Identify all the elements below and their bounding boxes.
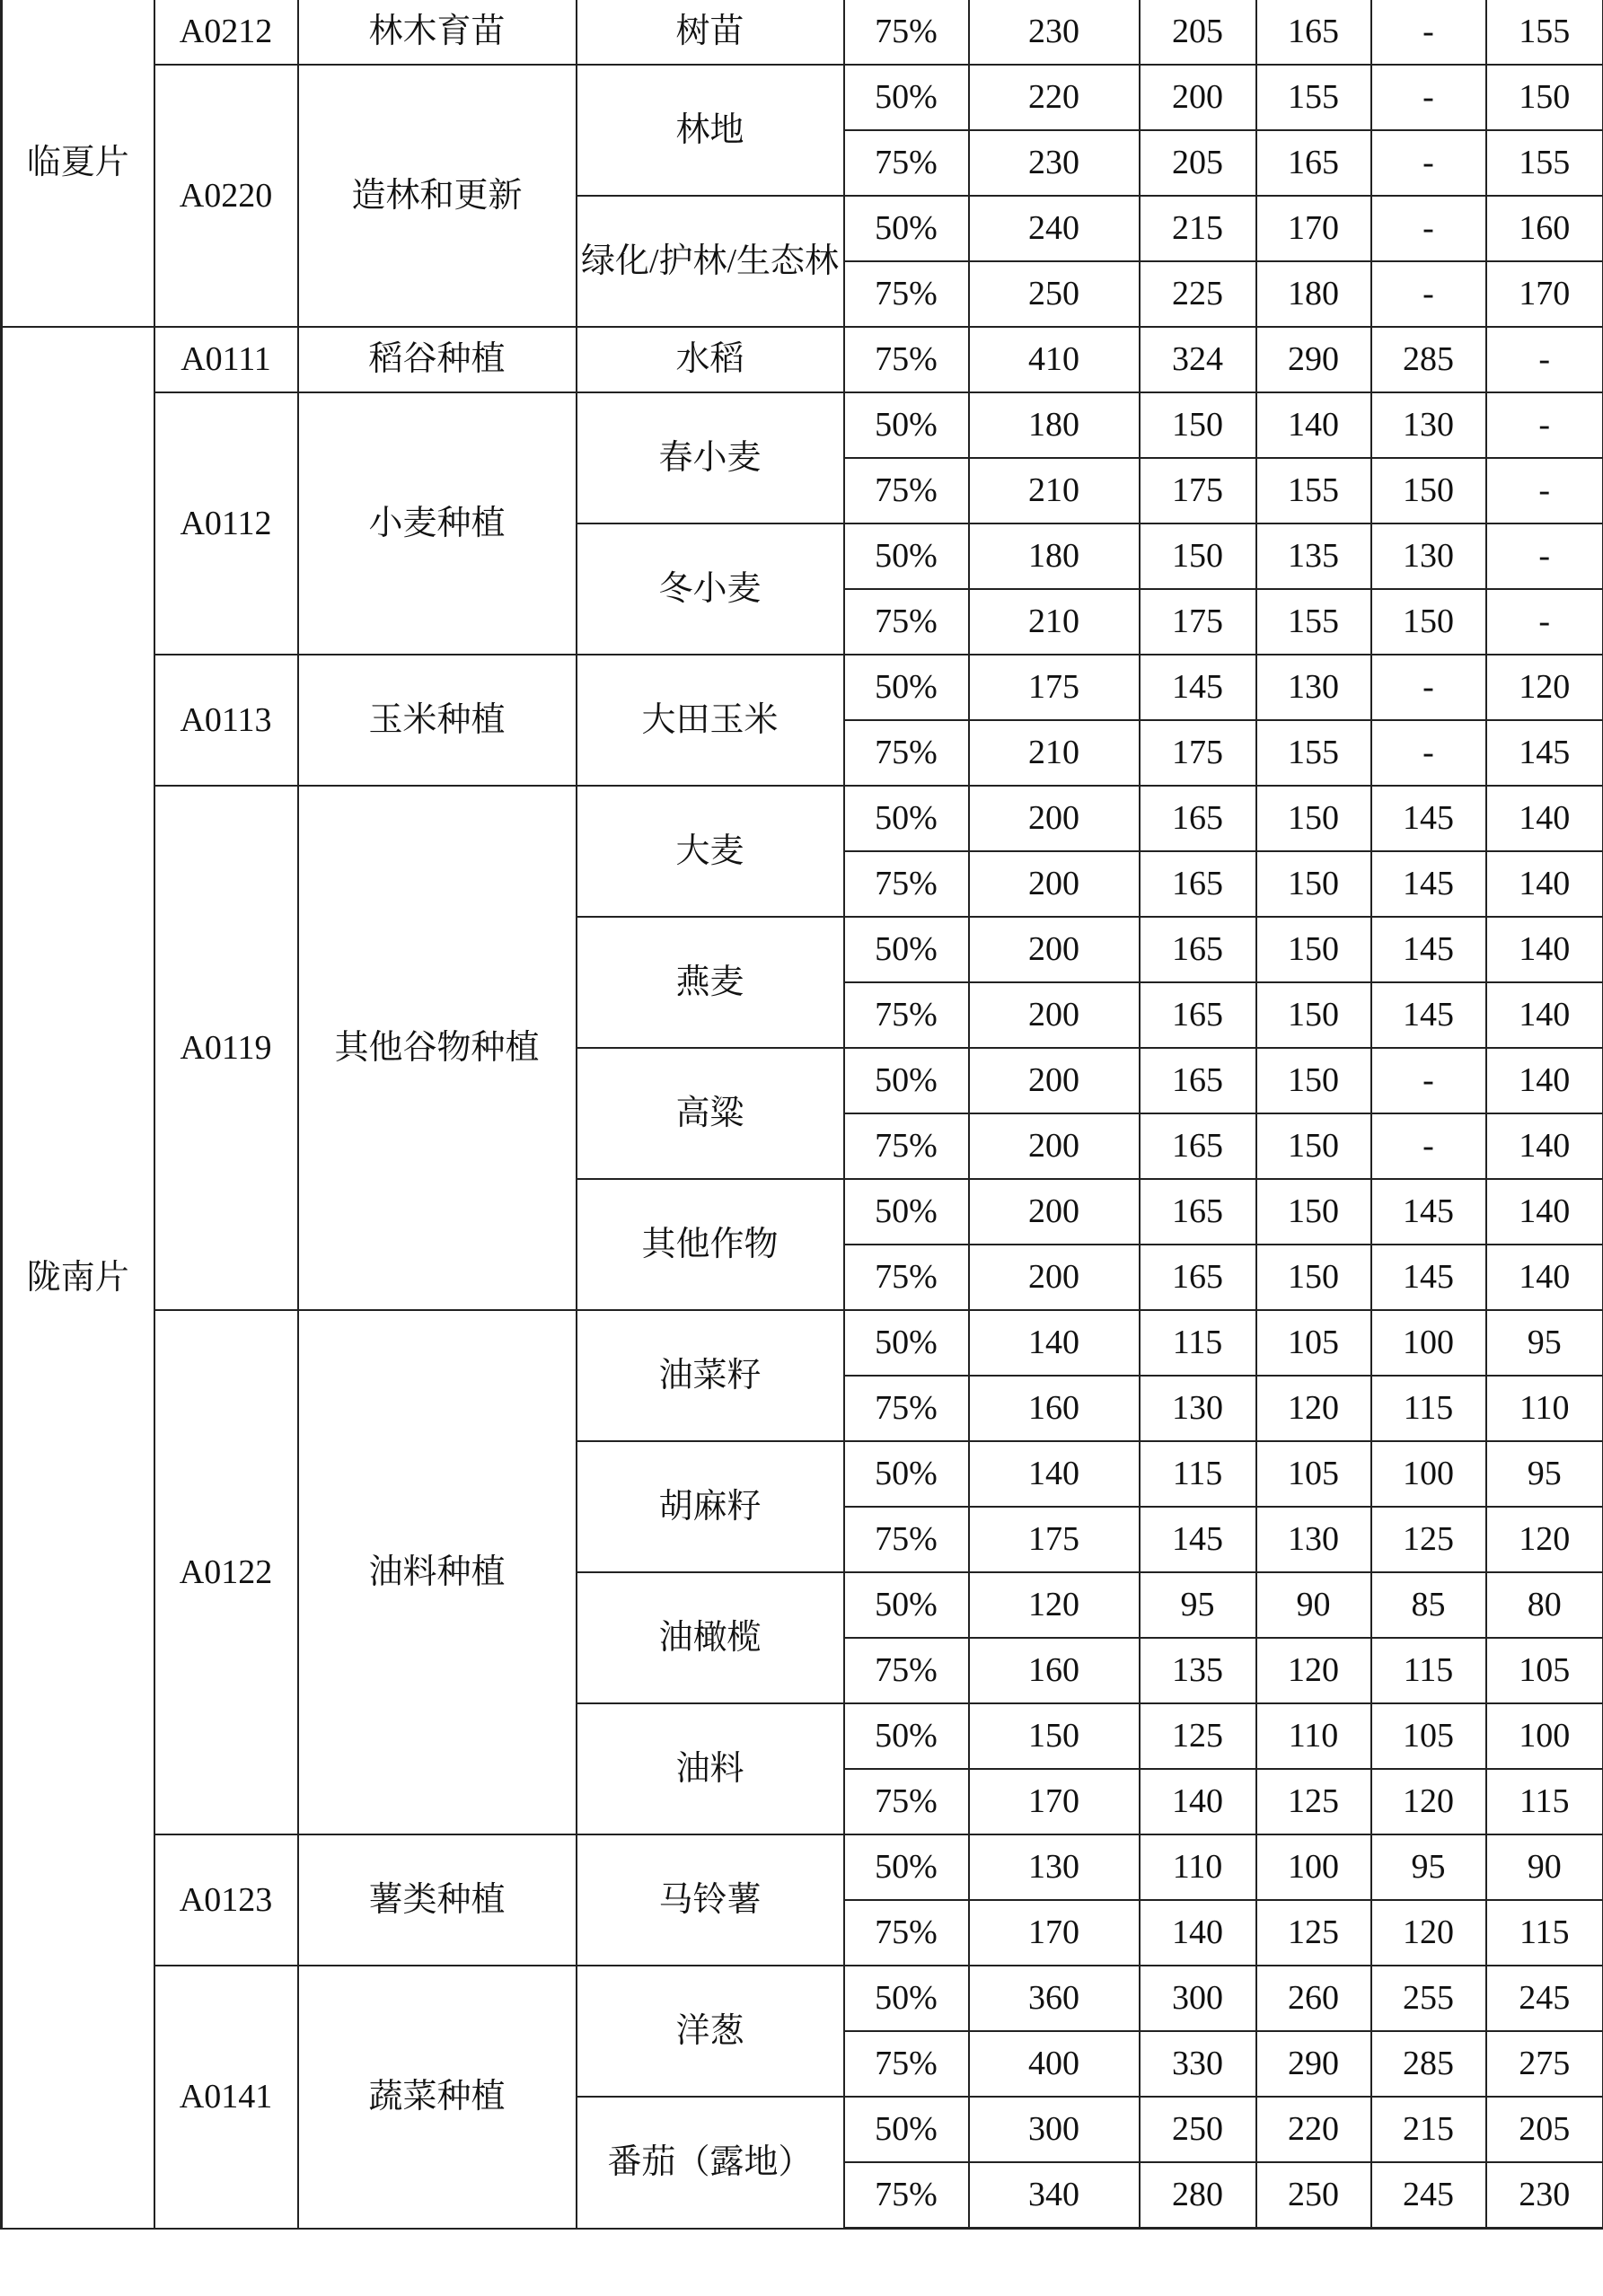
guarantee-rate-cell: 75% bbox=[844, 1113, 969, 1179]
v4-cell: - bbox=[1371, 130, 1486, 196]
guarantee-rate-cell: 50% bbox=[844, 1441, 969, 1507]
crop-name-cell: 洋葱 bbox=[577, 1966, 844, 2097]
v5-cell: - bbox=[1486, 458, 1603, 523]
v5-cell: 120 bbox=[1486, 655, 1603, 720]
v3-cell: 155 bbox=[1256, 589, 1371, 655]
v2-cell: 135 bbox=[1140, 1638, 1256, 1703]
v5-cell: 95 bbox=[1486, 1310, 1603, 1376]
crop-name-cell: 绿化/护林/生态林 bbox=[577, 196, 844, 327]
v5-cell: - bbox=[1486, 327, 1603, 392]
v1-cell: 175 bbox=[969, 1507, 1140, 1572]
v4-cell: 285 bbox=[1371, 2031, 1486, 2097]
v4-cell: 85 bbox=[1371, 1572, 1486, 1638]
v1-cell: 250 bbox=[969, 261, 1140, 327]
v3-cell: 170 bbox=[1256, 196, 1371, 261]
guarantee-rate-cell: 75% bbox=[844, 261, 969, 327]
v3-cell: 150 bbox=[1256, 1179, 1371, 1245]
v5-cell: 140 bbox=[1486, 1179, 1603, 1245]
v5-cell: - bbox=[1486, 589, 1603, 655]
v5-cell: 160 bbox=[1486, 196, 1603, 261]
v3-cell: 125 bbox=[1256, 1769, 1371, 1834]
v4-cell: - bbox=[1371, 65, 1486, 130]
industry-name-cell: 小麦种植 bbox=[298, 392, 577, 655]
v2-cell: 215 bbox=[1140, 196, 1256, 261]
v3-cell: 150 bbox=[1256, 786, 1371, 851]
crop-name-cell: 冬小麦 bbox=[577, 523, 844, 655]
v1-cell: 160 bbox=[969, 1638, 1140, 1703]
v4-cell: - bbox=[1371, 720, 1486, 786]
v1-cell: 200 bbox=[969, 982, 1140, 1048]
industry-code-cell: A0122 bbox=[154, 1310, 298, 1834]
industry-code-cell: A0220 bbox=[154, 65, 298, 327]
industry-name-cell: 林木育苗 bbox=[298, 0, 577, 65]
v3-cell: 130 bbox=[1256, 1507, 1371, 1572]
v2-cell: 200 bbox=[1140, 65, 1256, 130]
v3-cell: 150 bbox=[1256, 1048, 1371, 1113]
guarantee-rate-cell: 75% bbox=[844, 1507, 969, 1572]
v1-cell: 180 bbox=[969, 523, 1140, 589]
v1-cell: 175 bbox=[969, 655, 1140, 720]
crop-name-cell: 番茄（露地） bbox=[577, 2097, 844, 2229]
v1-cell: 150 bbox=[969, 1703, 1140, 1769]
guarantee-rate-cell: 75% bbox=[844, 0, 969, 65]
v3-cell: 155 bbox=[1256, 458, 1371, 523]
industry-code-cell: A0123 bbox=[154, 1834, 298, 1966]
v5-cell: 140 bbox=[1486, 1245, 1603, 1310]
v5-cell: 120 bbox=[1486, 1507, 1603, 1572]
v1-cell: 410 bbox=[969, 327, 1140, 392]
v4-cell: 120 bbox=[1371, 1769, 1486, 1834]
v2-cell: 175 bbox=[1140, 720, 1256, 786]
table-row bbox=[2, 1834, 1603, 1900]
crop-name-cell: 水稻 bbox=[577, 327, 844, 392]
v3-cell: 125 bbox=[1256, 1900, 1371, 1966]
v5-cell: 100 bbox=[1486, 1703, 1603, 1769]
industry-name-cell: 其他谷物种植 bbox=[298, 786, 577, 1310]
v3-cell: 155 bbox=[1256, 65, 1371, 130]
v4-cell: 150 bbox=[1371, 458, 1486, 523]
industry-code-cell: A0212 bbox=[154, 0, 298, 65]
v3-cell: 140 bbox=[1256, 392, 1371, 458]
v1-cell: 340 bbox=[969, 2162, 1140, 2229]
v2-cell: 165 bbox=[1140, 982, 1256, 1048]
v2-cell: 330 bbox=[1140, 2031, 1256, 2097]
industry-name-cell: 造林和更新 bbox=[298, 65, 577, 327]
table-row bbox=[2, 655, 1603, 720]
v2-cell: 115 bbox=[1140, 1310, 1256, 1376]
table-body bbox=[2, 0, 1603, 2229]
v2-cell: 175 bbox=[1140, 589, 1256, 655]
v4-cell: 145 bbox=[1371, 917, 1486, 982]
guarantee-rate-cell: 50% bbox=[844, 65, 969, 130]
table-row bbox=[2, 392, 1603, 458]
v1-cell: 200 bbox=[969, 1245, 1140, 1310]
v3-cell: 150 bbox=[1256, 982, 1371, 1048]
v1-cell: 220 bbox=[969, 65, 1140, 130]
v2-cell: 175 bbox=[1140, 458, 1256, 523]
industry-name-cell: 蔬菜种植 bbox=[298, 1966, 577, 2229]
crop-name-cell: 胡麻籽 bbox=[577, 1441, 844, 1572]
v5-cell: 140 bbox=[1486, 917, 1603, 982]
v5-cell: 275 bbox=[1486, 2031, 1603, 2097]
v5-cell: 145 bbox=[1486, 720, 1603, 786]
v3-cell: 290 bbox=[1256, 327, 1371, 392]
guarantee-rate-cell: 50% bbox=[844, 655, 969, 720]
v4-cell: 285 bbox=[1371, 327, 1486, 392]
v4-cell: 100 bbox=[1371, 1310, 1486, 1376]
industry-name-cell: 薯类种植 bbox=[298, 1834, 577, 1966]
v4-cell: - bbox=[1371, 196, 1486, 261]
v2-cell: 110 bbox=[1140, 1834, 1256, 1900]
v3-cell: 180 bbox=[1256, 261, 1371, 327]
guarantee-rate-cell: 75% bbox=[844, 1900, 969, 1966]
v3-cell: 150 bbox=[1256, 851, 1371, 917]
v2-cell: 165 bbox=[1140, 1245, 1256, 1310]
guarantee-rate-cell: 75% bbox=[844, 589, 969, 655]
v4-cell: 125 bbox=[1371, 1507, 1486, 1572]
v3-cell: 155 bbox=[1256, 720, 1371, 786]
crop-name-cell: 春小麦 bbox=[577, 392, 844, 523]
crop-name-cell: 大麦 bbox=[577, 786, 844, 917]
crop-name-cell: 林地 bbox=[577, 65, 844, 196]
table-row bbox=[2, 1966, 1603, 2031]
v1-cell: 140 bbox=[969, 1310, 1140, 1376]
v5-cell: 170 bbox=[1486, 261, 1603, 327]
v4-cell: 115 bbox=[1371, 1376, 1486, 1441]
v5-cell: 140 bbox=[1486, 1048, 1603, 1113]
v4-cell: - bbox=[1371, 1048, 1486, 1113]
guarantee-rate-cell: 75% bbox=[844, 851, 969, 917]
guarantee-rate-cell: 50% bbox=[844, 2097, 969, 2162]
v5-cell: 245 bbox=[1486, 1966, 1603, 2031]
v1-cell: 200 bbox=[969, 917, 1140, 982]
guarantee-rate-cell: 75% bbox=[844, 1638, 969, 1703]
v4-cell: 215 bbox=[1371, 2097, 1486, 2162]
v2-cell: 205 bbox=[1140, 0, 1256, 65]
v2-cell: 150 bbox=[1140, 392, 1256, 458]
guarantee-rate-cell: 50% bbox=[844, 196, 969, 261]
guarantee-rate-cell: 75% bbox=[844, 982, 969, 1048]
guarantee-rate-cell: 50% bbox=[844, 917, 969, 982]
v3-cell: 250 bbox=[1256, 2162, 1371, 2229]
guarantee-rate-cell: 75% bbox=[844, 720, 969, 786]
v1-cell: 170 bbox=[969, 1900, 1140, 1966]
v5-cell: - bbox=[1486, 523, 1603, 589]
v2-cell: 150 bbox=[1140, 523, 1256, 589]
v1-cell: 180 bbox=[969, 392, 1140, 458]
v4-cell: - bbox=[1371, 655, 1486, 720]
v1-cell: 360 bbox=[969, 1966, 1140, 2031]
v1-cell: 120 bbox=[969, 1572, 1140, 1638]
v3-cell: 105 bbox=[1256, 1441, 1371, 1507]
v3-cell: 165 bbox=[1256, 0, 1371, 65]
guarantee-rate-cell: 75% bbox=[844, 327, 969, 392]
v2-cell: 165 bbox=[1140, 851, 1256, 917]
crop-name-cell: 树苗 bbox=[577, 0, 844, 65]
crop-name-cell: 油橄榄 bbox=[577, 1572, 844, 1703]
v2-cell: 145 bbox=[1140, 655, 1256, 720]
v2-cell: 165 bbox=[1140, 1179, 1256, 1245]
v1-cell: 230 bbox=[969, 0, 1140, 65]
crop-name-cell: 油菜籽 bbox=[577, 1310, 844, 1441]
v2-cell: 95 bbox=[1140, 1572, 1256, 1638]
guarantee-rate-cell: 50% bbox=[844, 786, 969, 851]
v4-cell: 145 bbox=[1371, 851, 1486, 917]
v2-cell: 140 bbox=[1140, 1900, 1256, 1966]
v2-cell: 225 bbox=[1140, 261, 1256, 327]
v4-cell: 115 bbox=[1371, 1638, 1486, 1703]
v5-cell: 105 bbox=[1486, 1638, 1603, 1703]
crop-name-cell: 马铃薯 bbox=[577, 1834, 844, 1966]
v1-cell: 140 bbox=[969, 1441, 1140, 1507]
industry-code-cell: A0119 bbox=[154, 786, 298, 1310]
v3-cell: 120 bbox=[1256, 1376, 1371, 1441]
v3-cell: 130 bbox=[1256, 655, 1371, 720]
guarantee-rate-cell: 50% bbox=[844, 523, 969, 589]
v1-cell: 210 bbox=[969, 458, 1140, 523]
v3-cell: 260 bbox=[1256, 1966, 1371, 2031]
v2-cell: 300 bbox=[1140, 1966, 1256, 2031]
v4-cell: - bbox=[1371, 261, 1486, 327]
table-row bbox=[2, 327, 1603, 392]
v2-cell: 280 bbox=[1140, 2162, 1256, 2229]
crop-name-cell: 高粱 bbox=[577, 1048, 844, 1179]
v4-cell: 145 bbox=[1371, 982, 1486, 1048]
v5-cell: 90 bbox=[1486, 1834, 1603, 1900]
v5-cell: 140 bbox=[1486, 786, 1603, 851]
guarantee-rate-cell: 50% bbox=[844, 1048, 969, 1113]
v1-cell: 200 bbox=[969, 1179, 1140, 1245]
v2-cell: 324 bbox=[1140, 327, 1256, 392]
v3-cell: 90 bbox=[1256, 1572, 1371, 1638]
v5-cell: 140 bbox=[1486, 851, 1603, 917]
v2-cell: 250 bbox=[1140, 2097, 1256, 2162]
crop-name-cell: 油料 bbox=[577, 1703, 844, 1834]
v1-cell: 230 bbox=[969, 130, 1140, 196]
v4-cell: 145 bbox=[1371, 1245, 1486, 1310]
guarantee-rate-cell: 50% bbox=[844, 1310, 969, 1376]
v5-cell: 140 bbox=[1486, 982, 1603, 1048]
v4-cell: 145 bbox=[1371, 1179, 1486, 1245]
v1-cell: 200 bbox=[969, 851, 1140, 917]
v4-cell: 130 bbox=[1371, 523, 1486, 589]
region-cell: 临夏片 bbox=[2, 0, 154, 327]
v2-cell: 145 bbox=[1140, 1507, 1256, 1572]
v5-cell: 110 bbox=[1486, 1376, 1603, 1441]
v5-cell: 95 bbox=[1486, 1441, 1603, 1507]
v3-cell: 150 bbox=[1256, 1113, 1371, 1179]
v1-cell: 210 bbox=[969, 720, 1140, 786]
v2-cell: 205 bbox=[1140, 130, 1256, 196]
v5-cell: - bbox=[1486, 392, 1603, 458]
industry-code-cell: A0113 bbox=[154, 655, 298, 786]
industry-code-cell: A0111 bbox=[154, 327, 298, 392]
region-cell: 陇南片 bbox=[2, 327, 154, 2229]
v2-cell: 115 bbox=[1140, 1441, 1256, 1507]
guarantee-rate-cell: 75% bbox=[844, 2162, 969, 2229]
v4-cell: 145 bbox=[1371, 786, 1486, 851]
v4-cell: 150 bbox=[1371, 589, 1486, 655]
v4-cell: 130 bbox=[1371, 392, 1486, 458]
guarantee-rate-cell: 75% bbox=[844, 458, 969, 523]
v1-cell: 170 bbox=[969, 1769, 1140, 1834]
v3-cell: 110 bbox=[1256, 1703, 1371, 1769]
v3-cell: 150 bbox=[1256, 917, 1371, 982]
v5-cell: 155 bbox=[1486, 0, 1603, 65]
v5-cell: 115 bbox=[1486, 1900, 1603, 1966]
guarantee-rate-cell: 50% bbox=[844, 1834, 969, 1900]
crop-name-cell: 大田玉米 bbox=[577, 655, 844, 786]
guarantee-rate-cell: 75% bbox=[844, 1769, 969, 1834]
v2-cell: 165 bbox=[1140, 917, 1256, 982]
v4-cell: 245 bbox=[1371, 2162, 1486, 2229]
v2-cell: 165 bbox=[1140, 1048, 1256, 1113]
v3-cell: 105 bbox=[1256, 1310, 1371, 1376]
v3-cell: 120 bbox=[1256, 1638, 1371, 1703]
v5-cell: 230 bbox=[1486, 2162, 1603, 2229]
v5-cell: 80 bbox=[1486, 1572, 1603, 1638]
industry-code-cell: A0141 bbox=[154, 1966, 298, 2229]
v3-cell: 100 bbox=[1256, 1834, 1371, 1900]
v1-cell: 200 bbox=[969, 786, 1140, 851]
guarantee-rate-cell: 50% bbox=[844, 392, 969, 458]
v4-cell: 95 bbox=[1371, 1834, 1486, 1900]
guarantee-rate-cell: 50% bbox=[844, 1179, 969, 1245]
guarantee-rate-cell: 75% bbox=[844, 1245, 969, 1310]
v1-cell: 240 bbox=[969, 196, 1140, 261]
table-row bbox=[2, 65, 1603, 130]
v1-cell: 400 bbox=[969, 2031, 1140, 2097]
v4-cell: 255 bbox=[1371, 1966, 1486, 2031]
v2-cell: 165 bbox=[1140, 786, 1256, 851]
v3-cell: 290 bbox=[1256, 2031, 1371, 2097]
v5-cell: 140 bbox=[1486, 1113, 1603, 1179]
v3-cell: 135 bbox=[1256, 523, 1371, 589]
v1-cell: 200 bbox=[969, 1048, 1140, 1113]
crop-name-cell: 其他作物 bbox=[577, 1179, 844, 1310]
v2-cell: 140 bbox=[1140, 1769, 1256, 1834]
v1-cell: 210 bbox=[969, 589, 1140, 655]
industry-name-cell: 玉米种植 bbox=[298, 655, 577, 786]
v5-cell: 150 bbox=[1486, 65, 1603, 130]
table-row bbox=[2, 786, 1603, 851]
guarantee-rate-cell: 50% bbox=[844, 1572, 969, 1638]
v1-cell: 200 bbox=[969, 1113, 1140, 1179]
v4-cell: 120 bbox=[1371, 1900, 1486, 1966]
guarantee-rate-cell: 75% bbox=[844, 130, 969, 196]
v1-cell: 160 bbox=[969, 1376, 1140, 1441]
v4-cell: 105 bbox=[1371, 1703, 1486, 1769]
v1-cell: 300 bbox=[969, 2097, 1140, 2162]
v2-cell: 130 bbox=[1140, 1376, 1256, 1441]
table-row bbox=[2, 0, 1603, 65]
industry-name-cell: 稻谷种植 bbox=[298, 327, 577, 392]
v2-cell: 165 bbox=[1140, 1113, 1256, 1179]
v4-cell: - bbox=[1371, 1113, 1486, 1179]
v4-cell: - bbox=[1371, 0, 1486, 65]
table-row bbox=[2, 1310, 1603, 1376]
industry-name-cell: 油料种植 bbox=[298, 1310, 577, 1834]
v2-cell: 125 bbox=[1140, 1703, 1256, 1769]
v3-cell: 165 bbox=[1256, 130, 1371, 196]
industry-code-cell: A0112 bbox=[154, 392, 298, 655]
guarantee-rate-cell: 50% bbox=[844, 1703, 969, 1769]
guarantee-rate-cell: 75% bbox=[844, 2031, 969, 2097]
crop-name-cell: 燕麦 bbox=[577, 917, 844, 1048]
v5-cell: 155 bbox=[1486, 130, 1603, 196]
v1-cell: 130 bbox=[969, 1834, 1140, 1900]
v5-cell: 115 bbox=[1486, 1769, 1603, 1834]
v3-cell: 150 bbox=[1256, 1245, 1371, 1310]
v5-cell: 205 bbox=[1486, 2097, 1603, 2162]
v3-cell: 220 bbox=[1256, 2097, 1371, 2162]
guarantee-rate-cell: 75% bbox=[844, 1376, 969, 1441]
guarantee-rate-cell: 50% bbox=[844, 1966, 969, 2031]
v4-cell: 100 bbox=[1371, 1441, 1486, 1507]
